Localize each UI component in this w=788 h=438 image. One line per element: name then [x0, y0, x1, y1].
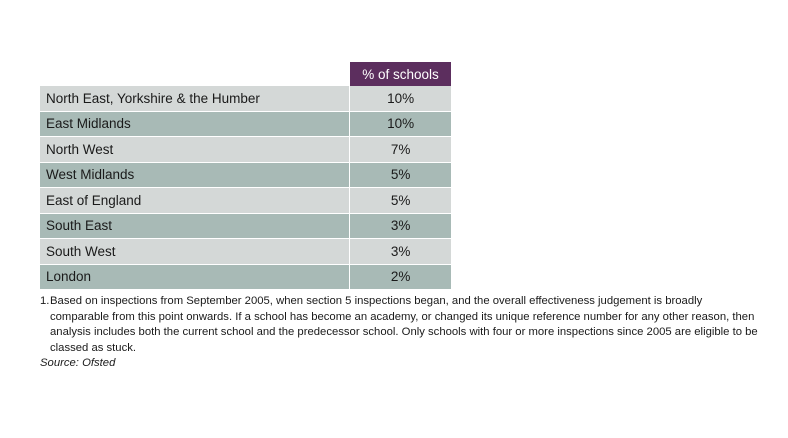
table-row [40, 111, 451, 137]
region-cell: North West [40, 137, 349, 162]
value-cell: 3% [349, 214, 451, 239]
value-cell: 10% [349, 112, 451, 137]
table-row [40, 162, 451, 188]
value-cell: 3% [349, 239, 451, 264]
column-header-percent-schools: % of schools [350, 62, 451, 86]
regional-stuck-schools-table [40, 62, 451, 289]
region-cell: South East [40, 214, 349, 239]
region-cell: South West [40, 239, 349, 264]
table-row [40, 213, 451, 239]
region-cell: West Midlands [40, 163, 349, 188]
table-header-row [40, 62, 451, 86]
region-cell: East Midlands [40, 112, 349, 137]
value-cell: 5% [349, 163, 451, 188]
header-spacer [40, 62, 350, 86]
region-cell: London [40, 265, 349, 290]
footnote-text: Based on inspections from September 2005, when section 5 inspections began, and the overall effectiveness judgement is broadly comparable from this point onwards. If a school has become an academy, or changed its unique reference number for any other reason, then analysis includes both the current school and the predecessor school. Only schools with four or more inspections since 2005 are eligible to be classed as stuck. [50, 295, 758, 354]
table-row [40, 86, 451, 111]
region-cell: East of England [40, 188, 349, 213]
value-cell: 7% [349, 137, 451, 162]
table-row [40, 264, 451, 290]
footnote-number: 1. [40, 295, 50, 307]
table-row [40, 187, 451, 213]
value-cell: 5% [349, 188, 451, 213]
source-line: Source: Ofsted [40, 357, 116, 370]
table-footnote [40, 294, 760, 372]
table-row [40, 136, 451, 162]
table-row [40, 238, 451, 264]
region-cell: North East, Yorkshire & the Humber [40, 86, 349, 111]
footnote-item [40, 294, 760, 356]
value-cell: 2% [349, 265, 451, 290]
value-cell: 10% [349, 86, 451, 111]
